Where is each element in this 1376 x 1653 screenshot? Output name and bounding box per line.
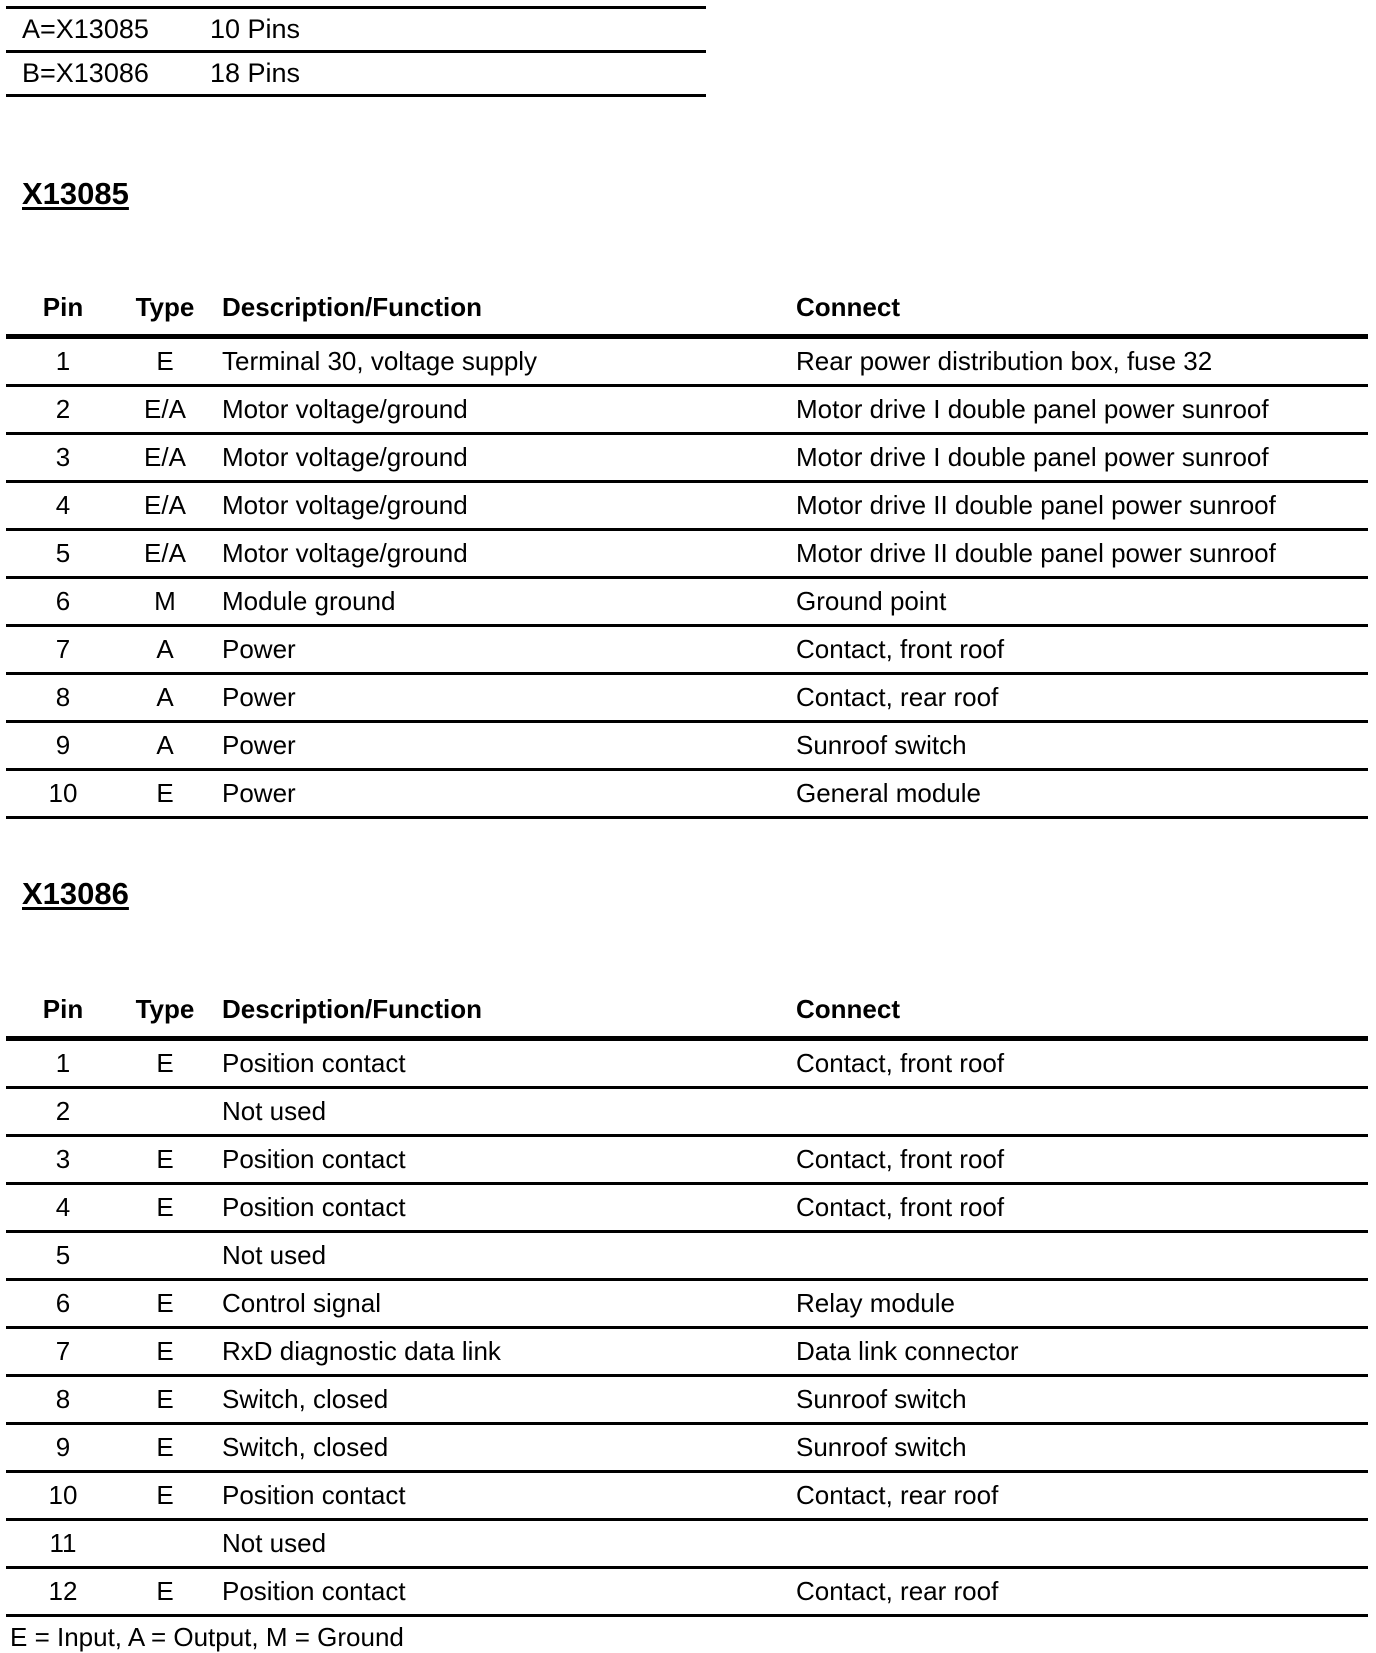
type-cell: E bbox=[120, 337, 210, 386]
pin-cell: 8 bbox=[6, 674, 120, 722]
table-header-row bbox=[6, 982, 1368, 1039]
connect-cell: Contact, rear roof bbox=[796, 674, 1368, 722]
table-row bbox=[6, 386, 1368, 434]
column-header-connect: Connect bbox=[796, 280, 1368, 337]
description-cell: Power bbox=[210, 626, 796, 674]
table-row bbox=[6, 1184, 1368, 1232]
column-header-description: Description/Function bbox=[210, 982, 796, 1039]
pin-cell: 6 bbox=[6, 1280, 120, 1328]
type-cell: E bbox=[120, 1039, 210, 1088]
type-cell: E bbox=[120, 1424, 210, 1472]
type-legend: E = Input, A = Output, M = Ground bbox=[10, 1622, 404, 1652]
table-row bbox=[6, 674, 1368, 722]
connect-cell: Contact, front roof bbox=[796, 1039, 1368, 1088]
type-cell: E bbox=[120, 1568, 210, 1616]
table-row bbox=[6, 1472, 1368, 1520]
table-row bbox=[6, 722, 1368, 770]
connect-cell: Motor drive I double panel power sunroof bbox=[796, 434, 1368, 482]
connect-cell: General module bbox=[796, 770, 1368, 818]
pin-cell: 4 bbox=[6, 1184, 120, 1232]
description-cell: Not used bbox=[210, 1232, 796, 1280]
pin-cell: 6 bbox=[6, 578, 120, 626]
description-cell: RxD diagnostic data link bbox=[210, 1328, 796, 1376]
description-cell: Not used bbox=[210, 1520, 796, 1568]
section-heading-x13085: X13085 bbox=[22, 176, 129, 211]
type-cell: E bbox=[120, 1136, 210, 1184]
table-row bbox=[6, 1280, 1368, 1328]
pin-cell: 2 bbox=[6, 386, 120, 434]
connect-cell: Rear power distribution box, fuse 32 bbox=[796, 337, 1368, 386]
connect-cell: Contact, front roof bbox=[796, 1184, 1368, 1232]
column-header-type: Type bbox=[120, 982, 210, 1039]
table-row bbox=[6, 1039, 1368, 1088]
pin-cell: 1 bbox=[6, 1039, 120, 1088]
type-cell: E bbox=[120, 770, 210, 818]
connector-summary-row bbox=[6, 9, 706, 53]
description-cell: Power bbox=[210, 674, 796, 722]
pin-cell: 5 bbox=[6, 1232, 120, 1280]
connect-cell: Sunroof switch bbox=[796, 1376, 1368, 1424]
table-row bbox=[6, 482, 1368, 530]
type-cell: E/A bbox=[120, 530, 210, 578]
connector-pin-count: 10 Pins bbox=[210, 14, 301, 44]
pin-cell: 2 bbox=[6, 1088, 120, 1136]
column-header-type: Type bbox=[120, 280, 210, 337]
connect-cell: Motor drive II double panel power sunroof bbox=[796, 530, 1368, 578]
column-header-connect: Connect bbox=[796, 982, 1368, 1039]
table-row bbox=[6, 578, 1368, 626]
pin-cell: 5 bbox=[6, 530, 120, 578]
pin-cell: 1 bbox=[6, 337, 120, 386]
connect-cell bbox=[796, 1520, 1368, 1568]
table-row bbox=[6, 1520, 1368, 1568]
description-cell: Switch, closed bbox=[210, 1376, 796, 1424]
column-header-pin: Pin bbox=[6, 982, 120, 1039]
description-cell: Position contact bbox=[210, 1472, 796, 1520]
pin-cell: 9 bbox=[6, 722, 120, 770]
connector-name: B=X13086 bbox=[22, 58, 149, 88]
connect-cell bbox=[796, 1088, 1368, 1136]
description-cell: Power bbox=[210, 722, 796, 770]
pin-cell: 4 bbox=[6, 482, 120, 530]
table-row bbox=[6, 1088, 1368, 1136]
description-cell: Motor voltage/ground bbox=[210, 482, 796, 530]
connect-cell: Contact, rear roof bbox=[796, 1472, 1368, 1520]
table-header-row bbox=[6, 280, 1368, 337]
type-cell: A bbox=[120, 722, 210, 770]
description-cell: Terminal 30, voltage supply bbox=[210, 337, 796, 386]
description-cell: Motor voltage/ground bbox=[210, 386, 796, 434]
table-row bbox=[6, 1136, 1368, 1184]
connect-cell: Data link connector bbox=[796, 1328, 1368, 1376]
type-cell: A bbox=[120, 674, 210, 722]
description-cell: Position contact bbox=[210, 1039, 796, 1088]
pin-cell: 10 bbox=[6, 1472, 120, 1520]
type-cell: E/A bbox=[120, 434, 210, 482]
section-heading-x13086: X13086 bbox=[22, 876, 129, 911]
table-row bbox=[6, 1232, 1368, 1280]
table-row bbox=[6, 434, 1368, 482]
description-cell: Position contact bbox=[210, 1568, 796, 1616]
pin-table-x13085 bbox=[6, 280, 1368, 819]
type-cell: E/A bbox=[120, 386, 210, 434]
description-cell: Motor voltage/ground bbox=[210, 434, 796, 482]
pin-table-x13086 bbox=[6, 982, 1368, 1617]
connect-cell: Motor drive II double panel power sunroof bbox=[796, 482, 1368, 530]
table-row bbox=[6, 770, 1368, 818]
description-cell: Module ground bbox=[210, 578, 796, 626]
description-cell: Position contact bbox=[210, 1184, 796, 1232]
connect-cell: Contact, front roof bbox=[796, 626, 1368, 674]
connect-cell: Contact, front roof bbox=[796, 1136, 1368, 1184]
pin-cell: 10 bbox=[6, 770, 120, 818]
type-cell bbox=[120, 1520, 210, 1568]
connect-cell: Contact, rear roof bbox=[796, 1568, 1368, 1616]
connect-cell: Relay module bbox=[796, 1280, 1368, 1328]
table-row bbox=[6, 530, 1368, 578]
connect-cell: Motor drive I double panel power sunroof bbox=[796, 386, 1368, 434]
description-cell: Switch, closed bbox=[210, 1424, 796, 1472]
column-header-description: Description/Function bbox=[210, 280, 796, 337]
type-cell bbox=[120, 1088, 210, 1136]
pin-cell: 11 bbox=[6, 1520, 120, 1568]
description-cell: Motor voltage/ground bbox=[210, 530, 796, 578]
type-cell: E/A bbox=[120, 482, 210, 530]
description-cell: Control signal bbox=[210, 1280, 796, 1328]
description-cell: Power bbox=[210, 770, 796, 818]
table-row bbox=[6, 1328, 1368, 1376]
pin-cell: 8 bbox=[6, 1376, 120, 1424]
table-row bbox=[6, 1568, 1368, 1616]
connect-cell: Sunroof switch bbox=[796, 722, 1368, 770]
type-cell: E bbox=[120, 1280, 210, 1328]
type-cell bbox=[120, 1232, 210, 1280]
type-cell: E bbox=[120, 1472, 210, 1520]
type-cell: E bbox=[120, 1184, 210, 1232]
pin-cell: 7 bbox=[6, 626, 120, 674]
connector-name: A=X13085 bbox=[22, 14, 149, 44]
connector-pin-count: 18 Pins bbox=[210, 58, 301, 88]
pin-cell: 9 bbox=[6, 1424, 120, 1472]
connector-summary bbox=[6, 6, 706, 97]
connect-cell: Ground point bbox=[796, 578, 1368, 626]
table-row bbox=[6, 626, 1368, 674]
connector-summary-row bbox=[6, 53, 706, 97]
pin-cell: 3 bbox=[6, 434, 120, 482]
pin-cell: 12 bbox=[6, 1568, 120, 1616]
description-cell: Position contact bbox=[210, 1136, 796, 1184]
type-cell: A bbox=[120, 626, 210, 674]
description-cell: Not used bbox=[210, 1088, 796, 1136]
type-cell: E bbox=[120, 1376, 210, 1424]
table-row bbox=[6, 1376, 1368, 1424]
column-header-pin: Pin bbox=[6, 280, 120, 337]
type-cell: M bbox=[120, 578, 210, 626]
table-row bbox=[6, 1424, 1368, 1472]
connect-cell bbox=[796, 1232, 1368, 1280]
pin-cell: 7 bbox=[6, 1328, 120, 1376]
connect-cell: Sunroof switch bbox=[796, 1424, 1368, 1472]
table-row bbox=[6, 337, 1368, 386]
type-cell: E bbox=[120, 1328, 210, 1376]
pin-cell: 3 bbox=[6, 1136, 120, 1184]
